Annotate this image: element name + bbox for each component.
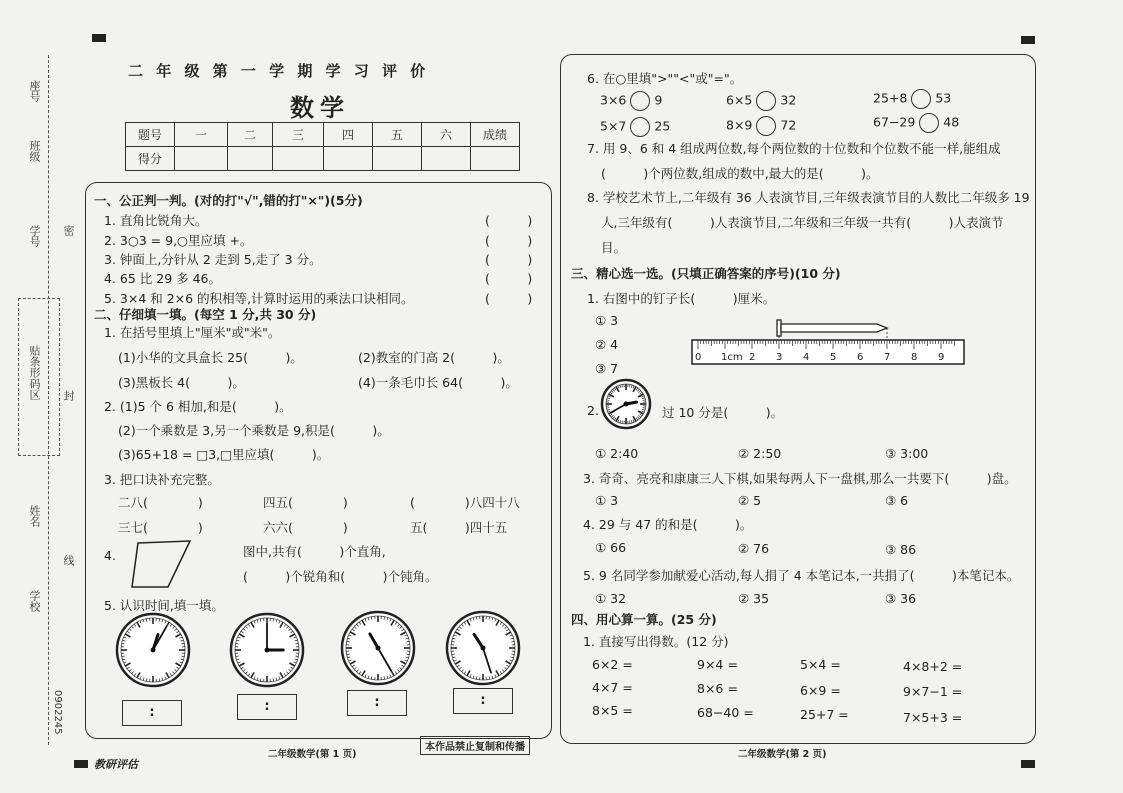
question-text: 1. 右图中的钉子长( )厘米。 (587, 291, 776, 306)
paper-code: 0902245 (52, 690, 63, 735)
calc-item: 4×7 = (592, 680, 633, 695)
nail-shaft (781, 324, 887, 332)
compare-circle[interactable] (756, 91, 776, 111)
publisher-logo: 教研评估 (94, 758, 138, 771)
compare-circle[interactable] (911, 89, 931, 109)
calc-item: 6×2 = (592, 657, 633, 672)
barcode-area-label: 贴条形码区 (28, 345, 41, 400)
compare-left: 3×6 (600, 92, 627, 108)
margin-label-school: 学校 (28, 590, 41, 612)
judge-item: 4. 65 比 29 多 46。 (104, 271, 222, 286)
rhyme-item: 五( )四十五 (410, 520, 508, 535)
question-text: 人,三年级有( )人表演节目,二年级和三年级一共有( )人表演节 (601, 215, 1004, 230)
compare-right: 32 (780, 92, 797, 108)
answer-bracket[interactable]: ( ) (485, 271, 533, 286)
compare-left: 6×5 (726, 92, 753, 108)
calc-item: 7×5+3 = (903, 710, 963, 725)
question-text: 1. 直接写出得数。(12 分) (583, 634, 729, 649)
compare-item (600, 91, 662, 111)
clock-face (115, 612, 191, 688)
score-cell: 题号 (126, 123, 175, 147)
question-text: (2)一个乘数是 3,另一个乘数是 9,积是( )。 (118, 423, 390, 438)
judge-item: 2. 3○3 = 9,○里应填 +。 (104, 233, 253, 248)
clock-face (229, 612, 305, 688)
clock-face (600, 378, 652, 430)
seal-mark: 密 (62, 225, 75, 236)
question-text: (4)一条毛巾长 64( )。 (358, 375, 518, 390)
registration-mark (74, 760, 88, 768)
ruler-label: 5 (830, 352, 837, 363)
option: ① 3 (595, 493, 619, 508)
answer-bracket[interactable]: ( ) (485, 252, 533, 267)
question-text: 过 10 分是( )。 (662, 405, 784, 420)
rhyme-item: 六六( ) (263, 520, 348, 535)
margin-label-seat: 座号 (28, 80, 41, 102)
margin-label-student-no: 学号 (28, 225, 41, 247)
subject-title: 数学 (290, 94, 350, 122)
clock-face (445, 610, 521, 686)
clock-center (265, 648, 270, 653)
section-2-title: 二、仔细填一填。(每空 1 分,共 30 分) (94, 307, 317, 322)
question-text: 5. 9 名同学参加献爱心活动,每人捐了 4 本笔记本,一共捐了( )本笔记本。 (583, 568, 1020, 583)
rhyme-item: ( )八四十八 (410, 495, 520, 510)
score-cell: 成绩 (471, 123, 520, 147)
ruler-label: 7 (884, 352, 891, 363)
ruler-label: 0 (695, 352, 702, 363)
option: ③ 86 (885, 542, 917, 557)
ruler-label: 6 (857, 352, 864, 363)
calc-item: 8×5 = (592, 703, 633, 718)
question-text: 3. 奇奇、亮亮和康康三人下棋,如果每两人下一盘棋,那么一共要下( )盘。 (583, 471, 1017, 486)
rhyme-item: 二八( ) (118, 495, 203, 510)
question-text: 3. 把口诀补充完整。 (104, 472, 220, 487)
score-input[interactable] (471, 147, 520, 171)
page-number-2: 二年级数学(第 2 页) (738, 749, 827, 760)
calc-item: 9×4 = (697, 657, 738, 672)
judge-item: 1. 直角比锐角大。 (104, 213, 208, 228)
page-number-1: 二年级数学(第 1 页) (268, 749, 357, 760)
score-input[interactable] (324, 147, 373, 171)
registration-mark (1021, 36, 1035, 44)
compare-circle[interactable] (756, 116, 776, 136)
registration-mark (92, 34, 106, 42)
compare-item (726, 116, 796, 136)
answer-bracket[interactable]: ( ) (485, 213, 533, 228)
compare-left: 5×7 (600, 118, 627, 134)
compare-item (726, 91, 796, 111)
calc-item: 5×4 = (800, 657, 841, 672)
ruler-label: 2 (749, 352, 756, 363)
option: ② 4 (595, 337, 619, 352)
compare-right: 48 (943, 114, 960, 130)
copyright-notice: 本作品禁止复制和传播 (420, 736, 530, 755)
option: ① 3 (595, 313, 619, 328)
clock-center (481, 646, 486, 651)
question-text: 4. 29 与 47 的和是( )。 (583, 517, 753, 532)
calc-item: 25+7 = (800, 707, 849, 722)
seal-mark: 封 (62, 390, 75, 401)
compare-circle[interactable] (630, 91, 650, 111)
calc-item: 6×9 = (800, 683, 841, 698)
score-cell: 三 (273, 123, 324, 147)
question-text: 目。 (601, 240, 627, 255)
ruler-label: 8 (911, 352, 918, 363)
rhyme-item: 四五( ) (263, 495, 348, 510)
calc-item: 8×6 = (697, 681, 738, 696)
time-answer-box[interactable]: : (347, 690, 407, 716)
question-text: 1. 在括号里填上"厘米"或"米"。 (104, 325, 281, 340)
question-text: 7. 用 9、6 和 4 组成两位数,每个两位数的十位数和个位数不能一样,能组成 (587, 141, 1001, 156)
section-4-title: 四、用心算一算。(25 分) (571, 612, 717, 627)
question-text: 2. (1)5 个 6 相加,和是( )。 (104, 399, 292, 414)
compare-left: 67−29 (873, 114, 916, 130)
question-number: 4. (104, 548, 116, 563)
option: ① 32 (595, 591, 627, 606)
ruler-label: 4 (803, 352, 810, 363)
judge-item: 3. 钟面上,分针从 2 走到 5,走了 3 分。 (104, 252, 322, 267)
answer-bracket[interactable]: ( ) (485, 233, 533, 248)
question-text: 5. 认识时间,填一填。 (104, 598, 224, 613)
margin-label-class: 班级 (28, 140, 41, 162)
option: ③ 6 (885, 493, 909, 508)
compare-item (873, 113, 959, 133)
time-answer-box[interactable]: : (453, 688, 513, 714)
option: ② 2:50 (738, 446, 782, 461)
option: ② 5 (738, 493, 762, 508)
time-answer-box[interactable]: : (237, 694, 297, 720)
question-text: (3)黑板长 4( )。 (118, 375, 245, 390)
compare-left: 25+8 (873, 90, 908, 106)
compare-left: 8×9 (726, 117, 753, 133)
compare-right: 72 (780, 117, 797, 133)
calc-item: 9×7−1 = (903, 684, 963, 699)
calc-item: 4×8+2 = (903, 659, 963, 674)
exam-title: 二 年 级 第 一 学 期 学 习 评 价 (128, 62, 430, 80)
margin-label-name: 姓名 (28, 505, 41, 527)
compare-right: 25 (654, 118, 671, 134)
option: ② 76 (738, 541, 770, 556)
question-text: (2)教室的门高 2( )。 (358, 350, 510, 365)
score-input[interactable] (422, 147, 471, 171)
clock-center (376, 646, 381, 651)
ruler-with-nail (690, 318, 970, 370)
ruler-label: 3 (776, 352, 783, 363)
score-cell: 四 (324, 123, 373, 147)
question-text: (1)小华的文具盒长 25( )。 (118, 350, 303, 365)
score-cell: 得分 (126, 147, 175, 171)
ruler-label: 1cm (721, 352, 743, 363)
score-cell: 五 (373, 123, 422, 147)
option: ② 35 (738, 591, 770, 606)
compare-item (873, 89, 951, 109)
option: ③ 3:00 (885, 446, 929, 461)
option: ① 2:40 (595, 446, 639, 461)
quadrilateral-figure (128, 535, 198, 593)
section-3-title: 三、精心选一选。(只填正确答案的序号)(10 分) (571, 266, 841, 281)
section-1-title: 一、公正判一判。(对的打"√",错的打"×")(5分) (94, 193, 363, 208)
clock-center (151, 648, 156, 653)
question-text: 8. 学校艺术节上,二年级有 36 人表演节目,三年级表演节目的人数比二年级多 19 (587, 190, 1030, 205)
score-input[interactable] (373, 147, 422, 171)
question-text: ( )个两位数,组成的数中,最大的是( )。 (601, 166, 879, 181)
option: ③ 36 (885, 591, 917, 606)
ruler-label: 9 (938, 352, 945, 363)
question-text: ( )个锐角和( )个钝角。 (243, 569, 438, 584)
option: ① 66 (595, 540, 627, 555)
time-answer-box[interactable]: : (122, 700, 182, 726)
score-input[interactable] (175, 147, 228, 171)
question-text: (3)65+18 = □3,□里应填( )。 (118, 447, 330, 462)
compare-right: 9 (654, 92, 663, 108)
calc-item: 68−40 = (697, 705, 754, 720)
registration-mark (1021, 760, 1035, 768)
score-input[interactable] (228, 147, 273, 171)
question-number: 2. (587, 403, 599, 418)
compare-circle[interactable] (919, 113, 939, 133)
score-table (125, 122, 520, 171)
judge-item: 5. 3×4 和 2×6 的积相等,计算时运用的乘法口诀相同。 (104, 291, 414, 306)
score-input[interactable] (273, 147, 324, 171)
answer-bracket[interactable]: ( ) (485, 291, 533, 306)
clock-face (340, 610, 416, 686)
clock-center (624, 402, 629, 407)
score-cell: 二 (228, 123, 273, 147)
compare-item (600, 117, 670, 137)
score-cell: 一 (175, 123, 228, 147)
option: ③ 7 (595, 361, 619, 376)
compare-right: 53 (935, 90, 952, 106)
question-text: 图中,共有( )个直角, (243, 544, 386, 559)
question-text: 6. 在○里填">""<"或"="。 (587, 71, 743, 86)
rhyme-item: 三七( ) (118, 520, 203, 535)
compare-circle[interactable] (630, 117, 650, 137)
seal-mark: 线 (62, 555, 75, 566)
score-cell: 六 (422, 123, 471, 147)
